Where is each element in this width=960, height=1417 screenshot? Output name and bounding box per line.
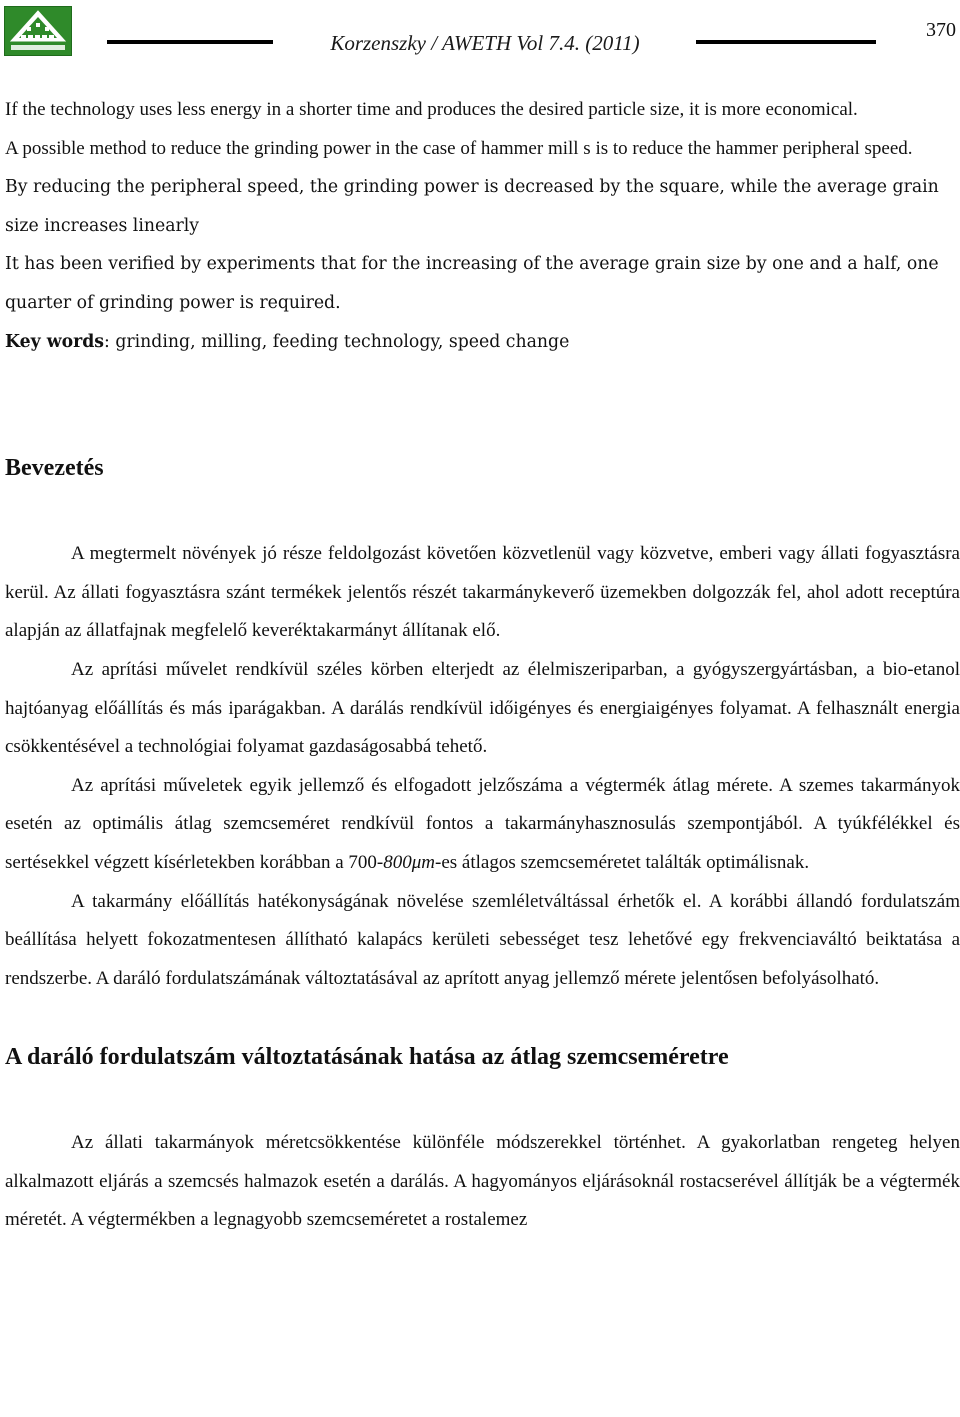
section-heading: Bevezetés <box>5 455 104 482</box>
paragraph-text: -es átlagos szemcseméretet találták optimálisnak. <box>435 851 810 873</box>
page-content <box>5 91 960 1240</box>
keywords-label: Key words <box>5 331 105 352</box>
unit-value: 800μm <box>383 851 436 873</box>
paragraph-text: Az aprítási műveletek egyik jellemző és elfogadott jelzőszáma a végtermék átlag mérete. A szemes takarmányok esetén az optimális átlag szemcseméret rendkívül fontos a takarmányhasznosulás szempontjából. A tyúkfélékkel és sertésekkel végzett kísérletekben korábban a 700- <box>5 774 960 873</box>
keywords-line <box>5 323 960 362</box>
abstract-paragraph: A possible method to reduce the grinding power in the case of hammer mill s is to reduce the hammer peripheral speed. <box>5 137 913 159</box>
body-paragraph: Az állati takarmányok méretcsökkentése különféle módszerekkel történhet. A gyakorlatban rengeteg helyen alkalmazott eljárás a szemcsés halmazok esetén a darálás. A hagyományos eljárásoknál rostacserével állítják be a végtermék méretét. A végtermékben a legnagyobb szemcseméretet a rostalemez <box>5 1132 960 1231</box>
keywords-list: : grinding, milling, feeding technology, speed change <box>104 331 570 352</box>
body-paragraph: A megtermelt növények jó része feldolgozást követően közvetlenül vagy közvetve, emberi vagy állati fogyasztásra kerül. Az állati fogyasztásra szánt termékek jelentős részét takarmánykeverő üzemekben dolgozzák fel, ahol adott receptúra alapján az állatfajnak megfelelő keveréktakarmányt állítanak elő. <box>5 543 960 642</box>
abstract-paragraph: By reducing the peripheral speed, the grinding power is decreased by the square, while the average grain size increases linearly <box>5 177 939 236</box>
section-heading: A daráló fordulatszám változtatásának hatása az átlag szemcseméretre <box>5 1044 729 1071</box>
header-rule-right <box>696 40 876 44</box>
journal-logo-icon <box>4 6 72 56</box>
header-rule-left <box>107 40 273 44</box>
page-number: 370 <box>926 19 956 41</box>
body-paragraph <box>5 767 960 883</box>
journal-citation: Korzenszky / AWETH Vol 7.4. (2011) <box>330 31 640 55</box>
abstract-paragraph: If the technology uses less energy in a shorter time and produces the desired particle size, it is more economical. <box>5 99 858 120</box>
body-paragraph: Az aprítási művelet rendkívül széles körben elterjedt az élelmiszeriparban, a gyógyszergyártásban, a bio-etanol hajtóanyag előállítás és más iparágakban. A darálás rendkívül időigényes és energiaigényes folyamat. A felhasznált energia csökkentésével a technológiai folyamat gazdaságosabbá tehető. <box>5 658 960 758</box>
body-paragraph: A takarmány előállítás hatékonyságának növelése szemléletváltással érhetők el. A korábbi állandó fordulatszám beállítása helyett fokozatmentesen állítható kalapács kerületi sebességet tesz lehetővé egy frekvenciaváltó beiktatása a rendszerbe. A daráló fordulatszámának változtatásával az aprított anyag jellemző mérete jelentősen befolyásolható. <box>5 890 960 989</box>
abstract-paragraph: It has been verified by experiments that for the increasing of the average grain size by one and a half, one quarter of grinding power is required. <box>5 254 939 313</box>
